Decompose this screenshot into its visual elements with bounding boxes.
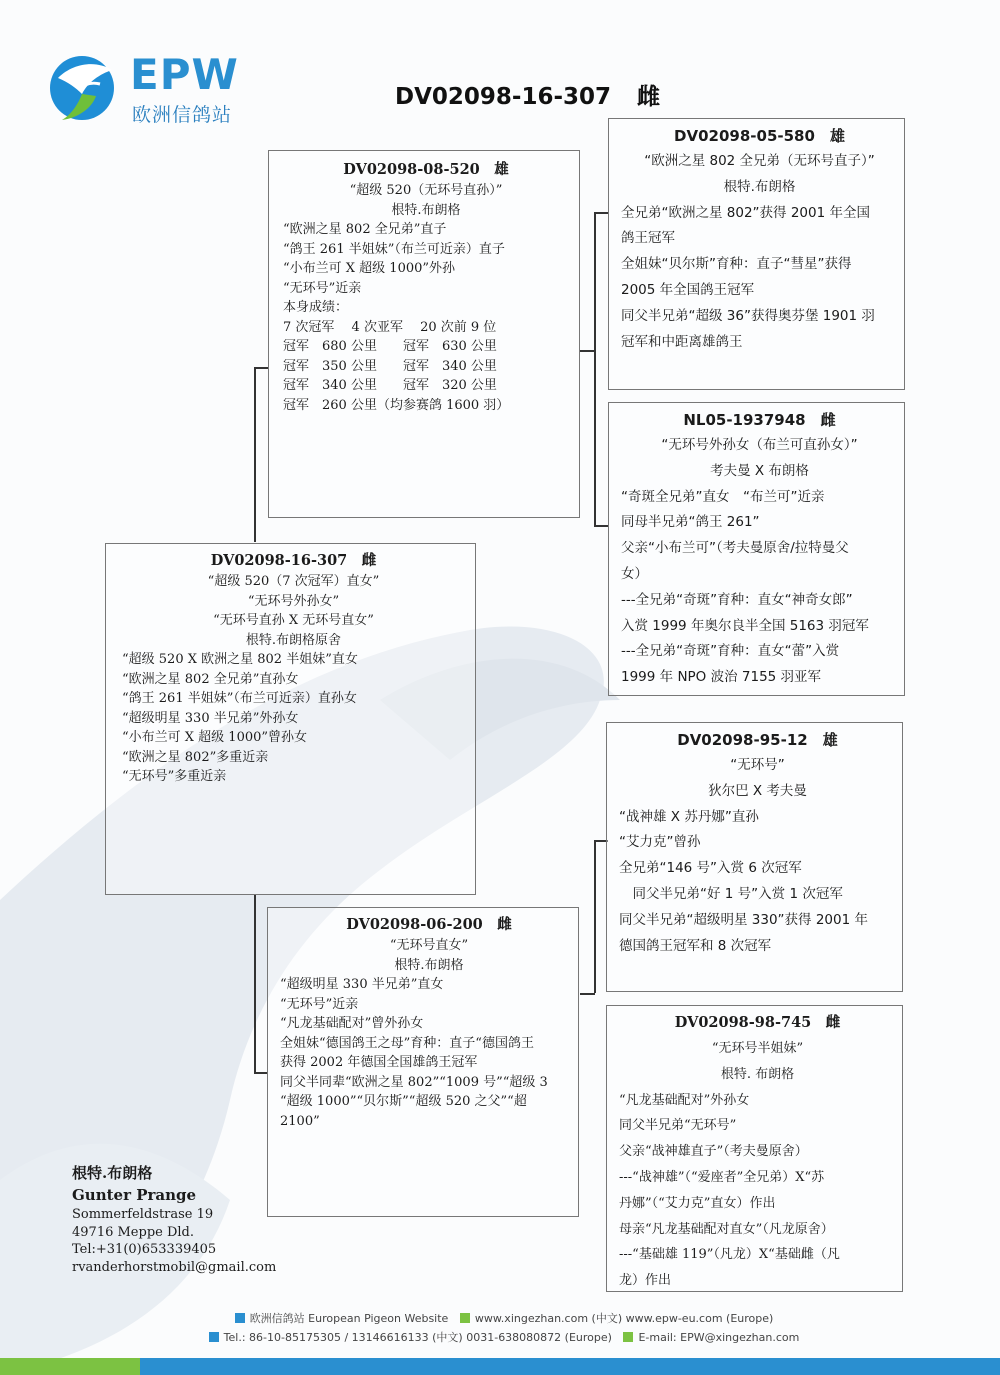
dd-detail: 丹娜”（“艾力克”直女）作出 [619,1195,776,1211]
sd-detail: 同母半兄弟“鸽王 261” [621,514,760,531]
dam-detail: “无环号”近亲 [280,996,359,1012]
owner-city: 49716 Meppe Dld. [72,1224,194,1240]
footer-color-bar [0,1358,1000,1375]
connector [580,993,595,995]
sd-detail: 1999 年 NPO 波治 7155 羽亚军 [621,669,822,686]
sd-ring: NL05-1937948 [683,411,806,429]
dam-header [280,914,578,936]
page-title [395,78,660,111]
ds-detail: 同父半兄弟“超级明星 330”获得 2001 年 [619,911,868,928]
dam-line: “无环号直女” [389,938,469,953]
subject-detail: “欧洲之星 802 全兄弟”直孙女 [122,671,299,687]
ss-detail: 冠军和中距离雄鸽王 [621,333,743,350]
dd-header [619,1010,896,1036]
subject-line: “无环号外孙女” [247,593,340,609]
owner-name-cn: 根特.布朗格 [72,1164,153,1182]
sd-detail: 入赏 1999 年奥尔良半全国 5163 羽冠军 [621,617,869,634]
footer-email[interactable]: E-mail: EPW@xingezhan.com [638,1331,800,1344]
sire-detail: 冠军 260 公里（均参赛鸽 1600 羽） [283,397,510,413]
owner-email: rvanderhorstmobil@gmail.com [72,1259,277,1275]
pigeon-logo-icon [48,48,118,124]
subject-card [105,543,476,895]
dd-sex: 雌 [825,1014,841,1031]
sd-detail: 父亲“小布兰可”（考夫曼原舍/拉特曼父 [621,540,849,557]
blue-square-icon [209,1332,219,1342]
dam-detail: 全姐妹“德国鸽王之母”育种：直子“德国鸽王 [280,1035,534,1051]
dam-sire-card [606,722,903,992]
sire-detail: 7 次冠军 4 次亚军 20 次前 9 位 [283,319,497,335]
connector [254,367,256,542]
owner-contact [72,1162,276,1276]
sire-detail: 冠军 680 公里 冠军 630 公里 [283,339,497,354]
title-sex: 雌 [637,84,661,110]
sd-detail: ---全兄弟“奇斑”育种：直女“神奇女郎” [621,591,853,608]
sd-detail: 女） [621,565,648,582]
ds-sex: 雄 [822,731,838,749]
sire-ring: DV02098-08-520 [343,161,480,178]
sd-line: 考夫曼 X 布朗格 [710,462,809,479]
ss-detail: 全姐妹“贝尔斯”育种：直子“彗星”获得 [621,256,852,273]
sire-sire-card [608,118,905,390]
subject-header [122,550,465,572]
ds-line: “无环号” [730,757,785,773]
dam-detail: 获得 2002 年德国全国雄鸽王冠军 [280,1055,478,1070]
subject-detail: “小布兰可 X 超级 1000”曾孙女 [122,730,308,745]
ss-detail: 2005 年全国鸽王冠军 [621,281,755,298]
subject-line: “超级 520（7 次冠军）直女” [207,574,380,589]
green-square-icon [623,1332,633,1342]
epw-logo [48,48,248,128]
dd-detail: 父亲“战神雄直子”（考夫曼原舍） [619,1144,808,1160]
sd-sex: 雌 [820,411,836,429]
ss-sex: 雄 [829,127,845,145]
subject-sex: 雌 [361,552,377,569]
dam-detail: 2100” [280,1113,320,1129]
dd-detail: ---“战神雄”（“爱座者”全兄弟）X“苏 [619,1169,825,1185]
dam-detail: 同父半同辈“欧洲之星 802”“1009 号”“超级 3 [280,1074,548,1090]
dd-line: “无环号半姐妹” [711,1041,804,1056]
footer-row-1 [0,1310,1000,1326]
subject-detail: “无环号”多重近亲 [122,769,227,784]
logo-subtitle: 欧洲信鸽站 [132,104,233,126]
ss-line: “欧洲之星 802 全兄弟（无环号直子）” [644,153,875,169]
sire-header [283,159,569,181]
subject-line: “无环号直孙 X 无环号直女” [213,613,374,628]
connector [254,1072,268,1074]
ds-detail: 德国鸽王冠军和 8 次冠军 [619,937,772,954]
footer-web[interactable]: www.xingezhan.com (中文) www.epw-eu.com (Europe) [474,1312,774,1325]
dd-ring: DV02098-98-745 [674,1014,812,1031]
dam-detail: “超级明星 330 半兄弟”直女 [280,977,444,992]
ss-detail: 全兄弟“欧洲之星 802”获得 2001 年全国 [621,204,870,221]
sire-line: “超级 520（无环号直孙）” [349,183,503,198]
footer-row-2 [0,1329,1000,1345]
ds-header [619,727,896,753]
sd-header [621,407,898,433]
dd-detail: ---“基础雄 119”（凡龙）X“基础雌（凡 [619,1247,840,1263]
sire-detail: 冠军 340 公里 冠军 320 公里 [283,378,497,393]
subject-detail: “超级 520 X 欧洲之星 802 半姐妹”直女 [122,652,358,667]
ss-ring: DV02098-05-580 [674,127,815,145]
connector [254,367,268,369]
title-ring: DV02098-16-307 [395,84,612,110]
green-square-icon [460,1313,470,1323]
dd-line: 根特. 布朗格 [720,1066,795,1082]
logo-brand: EPW [130,50,239,99]
sire-detail: “欧洲之星 802 全兄弟”直子 [283,222,447,237]
ds-detail: 全兄弟“146 号”入赏 6 次冠军 [619,860,802,877]
ds-ring: DV02098-95-12 [677,731,808,749]
footer-tel: Tel.: 86-10-85175305 / 13146616133 (中文) 0031-638080872 (Europe) [223,1331,612,1344]
subject-detail: “超级明星 330 半兄弟”外孙女 [122,710,299,726]
connector [594,212,596,526]
sire-detail: 冠军 350 公里 冠军 340 公里 [283,358,497,374]
ss-detail: 鸽王冠军 [621,230,675,247]
sd-line: “无环号外孙女（布兰可直孙女）” [661,437,858,453]
subject-line: 根特.布朗格原舍 [245,632,342,648]
sire-dam-card [608,402,905,696]
dam-line: 根特.布朗格 [394,957,464,973]
dd-detail: 龙）作出 [619,1273,672,1289]
dd-detail: 同父半兄弟“无环号” [619,1118,737,1134]
ds-detail: 同父半兄弟“好 1 号”入赏 1 次冠军 [619,885,843,902]
dd-detail: “凡龙基础配对”外孙女 [619,1092,750,1108]
dam-sex: 雌 [497,916,512,933]
ss-header [621,123,898,149]
ds-line: 狄尔巴 X 考夫曼 [708,782,807,799]
connector [594,525,608,527]
subject-detail: “欧洲之星 802”多重近亲 [122,749,269,765]
ds-detail: “战神雄 X 苏丹娜”直孙 [619,808,759,825]
footer-site: 欧洲信鸽站 European Pigeon Website [249,1312,449,1325]
subject-detail: “鸽王 261 半姐妹”（布兰可近亲）直孙女 [122,691,357,706]
sire-sex: 雄 [494,161,509,178]
sd-detail: “奇斑全兄弟”直女 “布兰可”近亲 [621,488,825,505]
owner-tel: Tel:+31(0)653339405 [72,1242,217,1257]
owner-street: Sommerfeldstrase 19 [72,1207,214,1222]
sire-detail: “小布兰可 X 超级 1000”外孙 [283,261,456,276]
dd-detail: 母亲“凡龙基础配对直女”（凡龙原舍） [619,1221,834,1237]
dam-dam-card [606,1005,903,1292]
ss-detail: 同父半兄弟“超级 36”获得奥芬堡 1901 羽 [621,307,875,324]
sire-card [268,150,580,518]
connector [254,895,256,1073]
sire-line: 根特.布朗格 [391,202,461,218]
blue-square-icon [235,1313,245,1323]
ss-line: 根特.布朗格 [723,178,796,195]
connector [594,212,608,214]
dam-detail: “凡龙基础配对”曾外孙女 [280,1016,424,1031]
dam-ring: DV02098-06-200 [346,916,483,933]
sire-detail: “鸽王 261 半姐妹”（布兰可近亲）直子 [283,241,505,257]
connector [580,350,595,352]
sd-detail: ---全兄弟“奇斑”育种：直女“蕾”入赏 [621,643,840,660]
dam-card [267,907,579,1217]
connector [594,840,596,993]
subject-ring: DV02098-16-307 [210,552,348,569]
owner-name-en: Gunter Prange [72,1186,197,1204]
sire-detail: “无环号”近亲 [283,280,362,296]
dam-detail: “超级 1000”“贝尔斯”“超级 520 之父”“超 [280,1094,527,1109]
sire-detail: 本身成绩： [283,300,349,315]
ds-detail: “艾力克”曾孙 [619,834,701,851]
